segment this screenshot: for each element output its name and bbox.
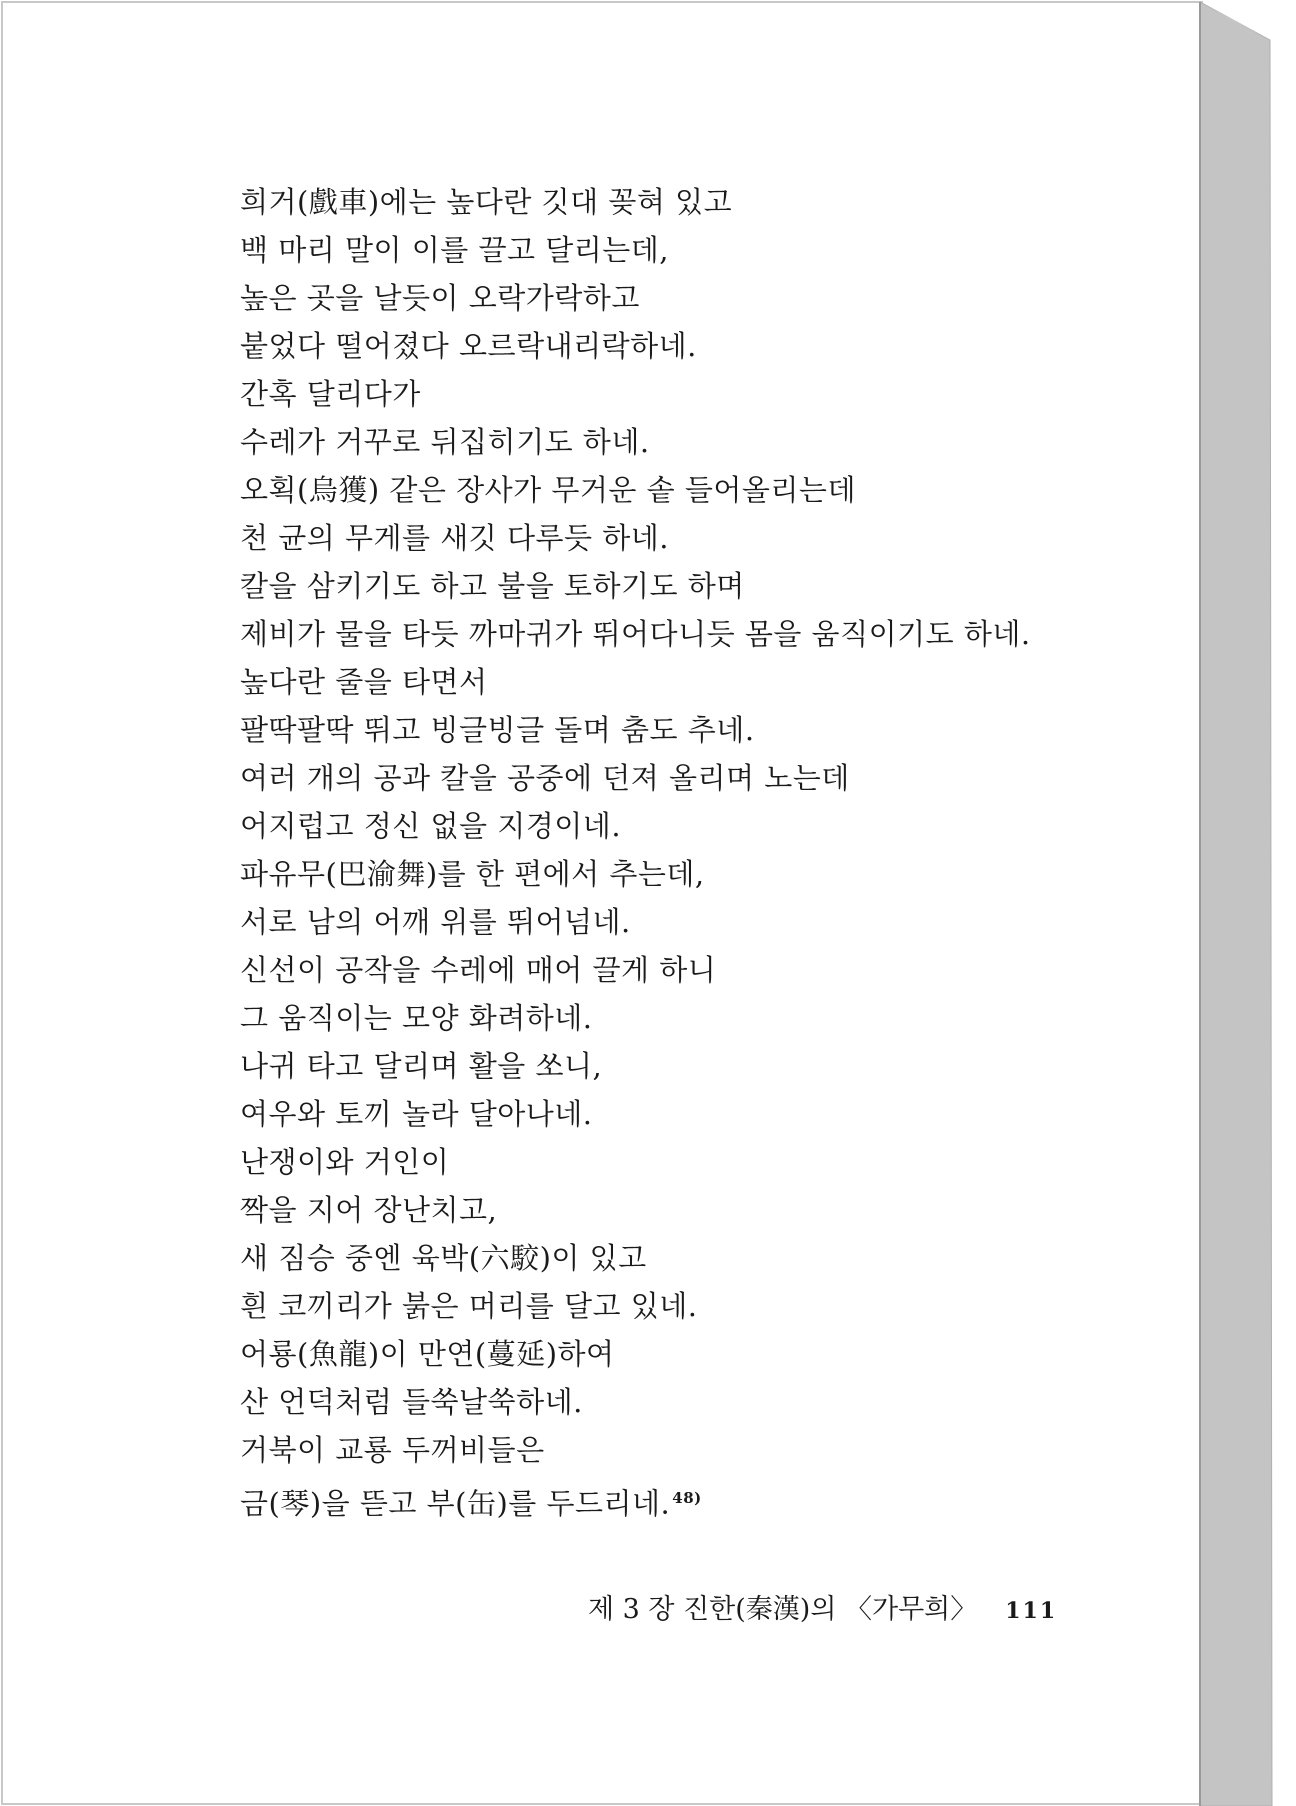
verse-line: 난쟁이와 거인이 bbox=[240, 1145, 450, 1179]
verse-line: 희거(戲車)에는 높다란 깃대 꽂혀 있고 bbox=[240, 185, 733, 219]
verse-line: 신선이 공작을 수레에 매어 끌게 하니 bbox=[240, 953, 717, 987]
verse-line: 서로 남의 어깨 위를 뛰어넘네. bbox=[240, 905, 631, 939]
verse-line: 오획(烏獲) 같은 장사가 무거운 솥 들어올리는데 bbox=[240, 473, 856, 507]
verse-line: 백 마리 말이 이를 끌고 달리는데, bbox=[240, 233, 669, 267]
verse-line: 높은 곳을 날듯이 오락가락하고 bbox=[240, 281, 640, 315]
verse-line: 어룡(魚龍)이 만연(蔓延)하여 bbox=[240, 1337, 615, 1371]
verse-line: 나귀 타고 달리며 활을 쏘니, bbox=[240, 1049, 603, 1083]
verse-line: 여러 개의 공과 칼을 공중에 던져 올리며 노는데 bbox=[240, 761, 850, 795]
verse-line: 간혹 달리다가 bbox=[240, 377, 421, 411]
verse-line: 짝을 지어 장난치고, bbox=[240, 1193, 498, 1227]
verse-line: 파유무(巴渝舞)를 한 편에서 추는데, bbox=[240, 857, 705, 891]
verse-line: 천 균의 무게를 새깃 다루듯 하네. bbox=[240, 521, 669, 555]
chapter-title: 제 3 장 진한(秦漢)의 〈가무희〉 bbox=[588, 1594, 978, 1625]
verse-line: 칼을 삼키기도 하고 불을 토하기도 하며 bbox=[240, 569, 745, 603]
verse-line: 거북이 교룡 두꺼비들은 bbox=[240, 1433, 545, 1467]
verse-line: 어지럽고 정신 없을 지경이네. bbox=[240, 809, 622, 843]
poem-body bbox=[240, 178, 1040, 1522]
verse-line: 팔딱팔딱 뛰고 빙글빙글 돌며 춤도 추네. bbox=[240, 713, 755, 747]
verse-line: 수레가 거꾸로 뒤집히기도 하네. bbox=[240, 425, 650, 459]
verse-line: 제비가 물을 타듯 까마귀가 뛰어다니듯 몸을 움직이기도 하네. bbox=[240, 617, 1031, 651]
verse-line: 그 움직이는 모양 화려하네. bbox=[240, 1001, 593, 1035]
verse-line: 산 언덕처럼 들쑥날쑥하네. bbox=[240, 1385, 583, 1419]
page-number: 111 bbox=[1005, 1598, 1058, 1624]
verse-line: 새 짐승 중엔 육박(六駮)이 있고 bbox=[240, 1241, 647, 1275]
verse-line: 여우와 토끼 놀라 달아나네. bbox=[240, 1097, 593, 1131]
verse-line: 높다란 줄을 타면서 bbox=[240, 665, 488, 699]
verse-line: 흰 코끼리가 붉은 머리를 달고 있네. bbox=[240, 1289, 698, 1323]
verse-text: 금(琴)을 뜯고 부(缶)를 두드리네. bbox=[240, 1486, 671, 1521]
running-footer bbox=[588, 1587, 1057, 1626]
verse-line-last bbox=[240, 1474, 1040, 1522]
verse-line: 붙었다 떨어졌다 오르락내리락하네. bbox=[240, 329, 697, 363]
footnote-marker[interactable]: 48) bbox=[672, 1489, 702, 1507]
